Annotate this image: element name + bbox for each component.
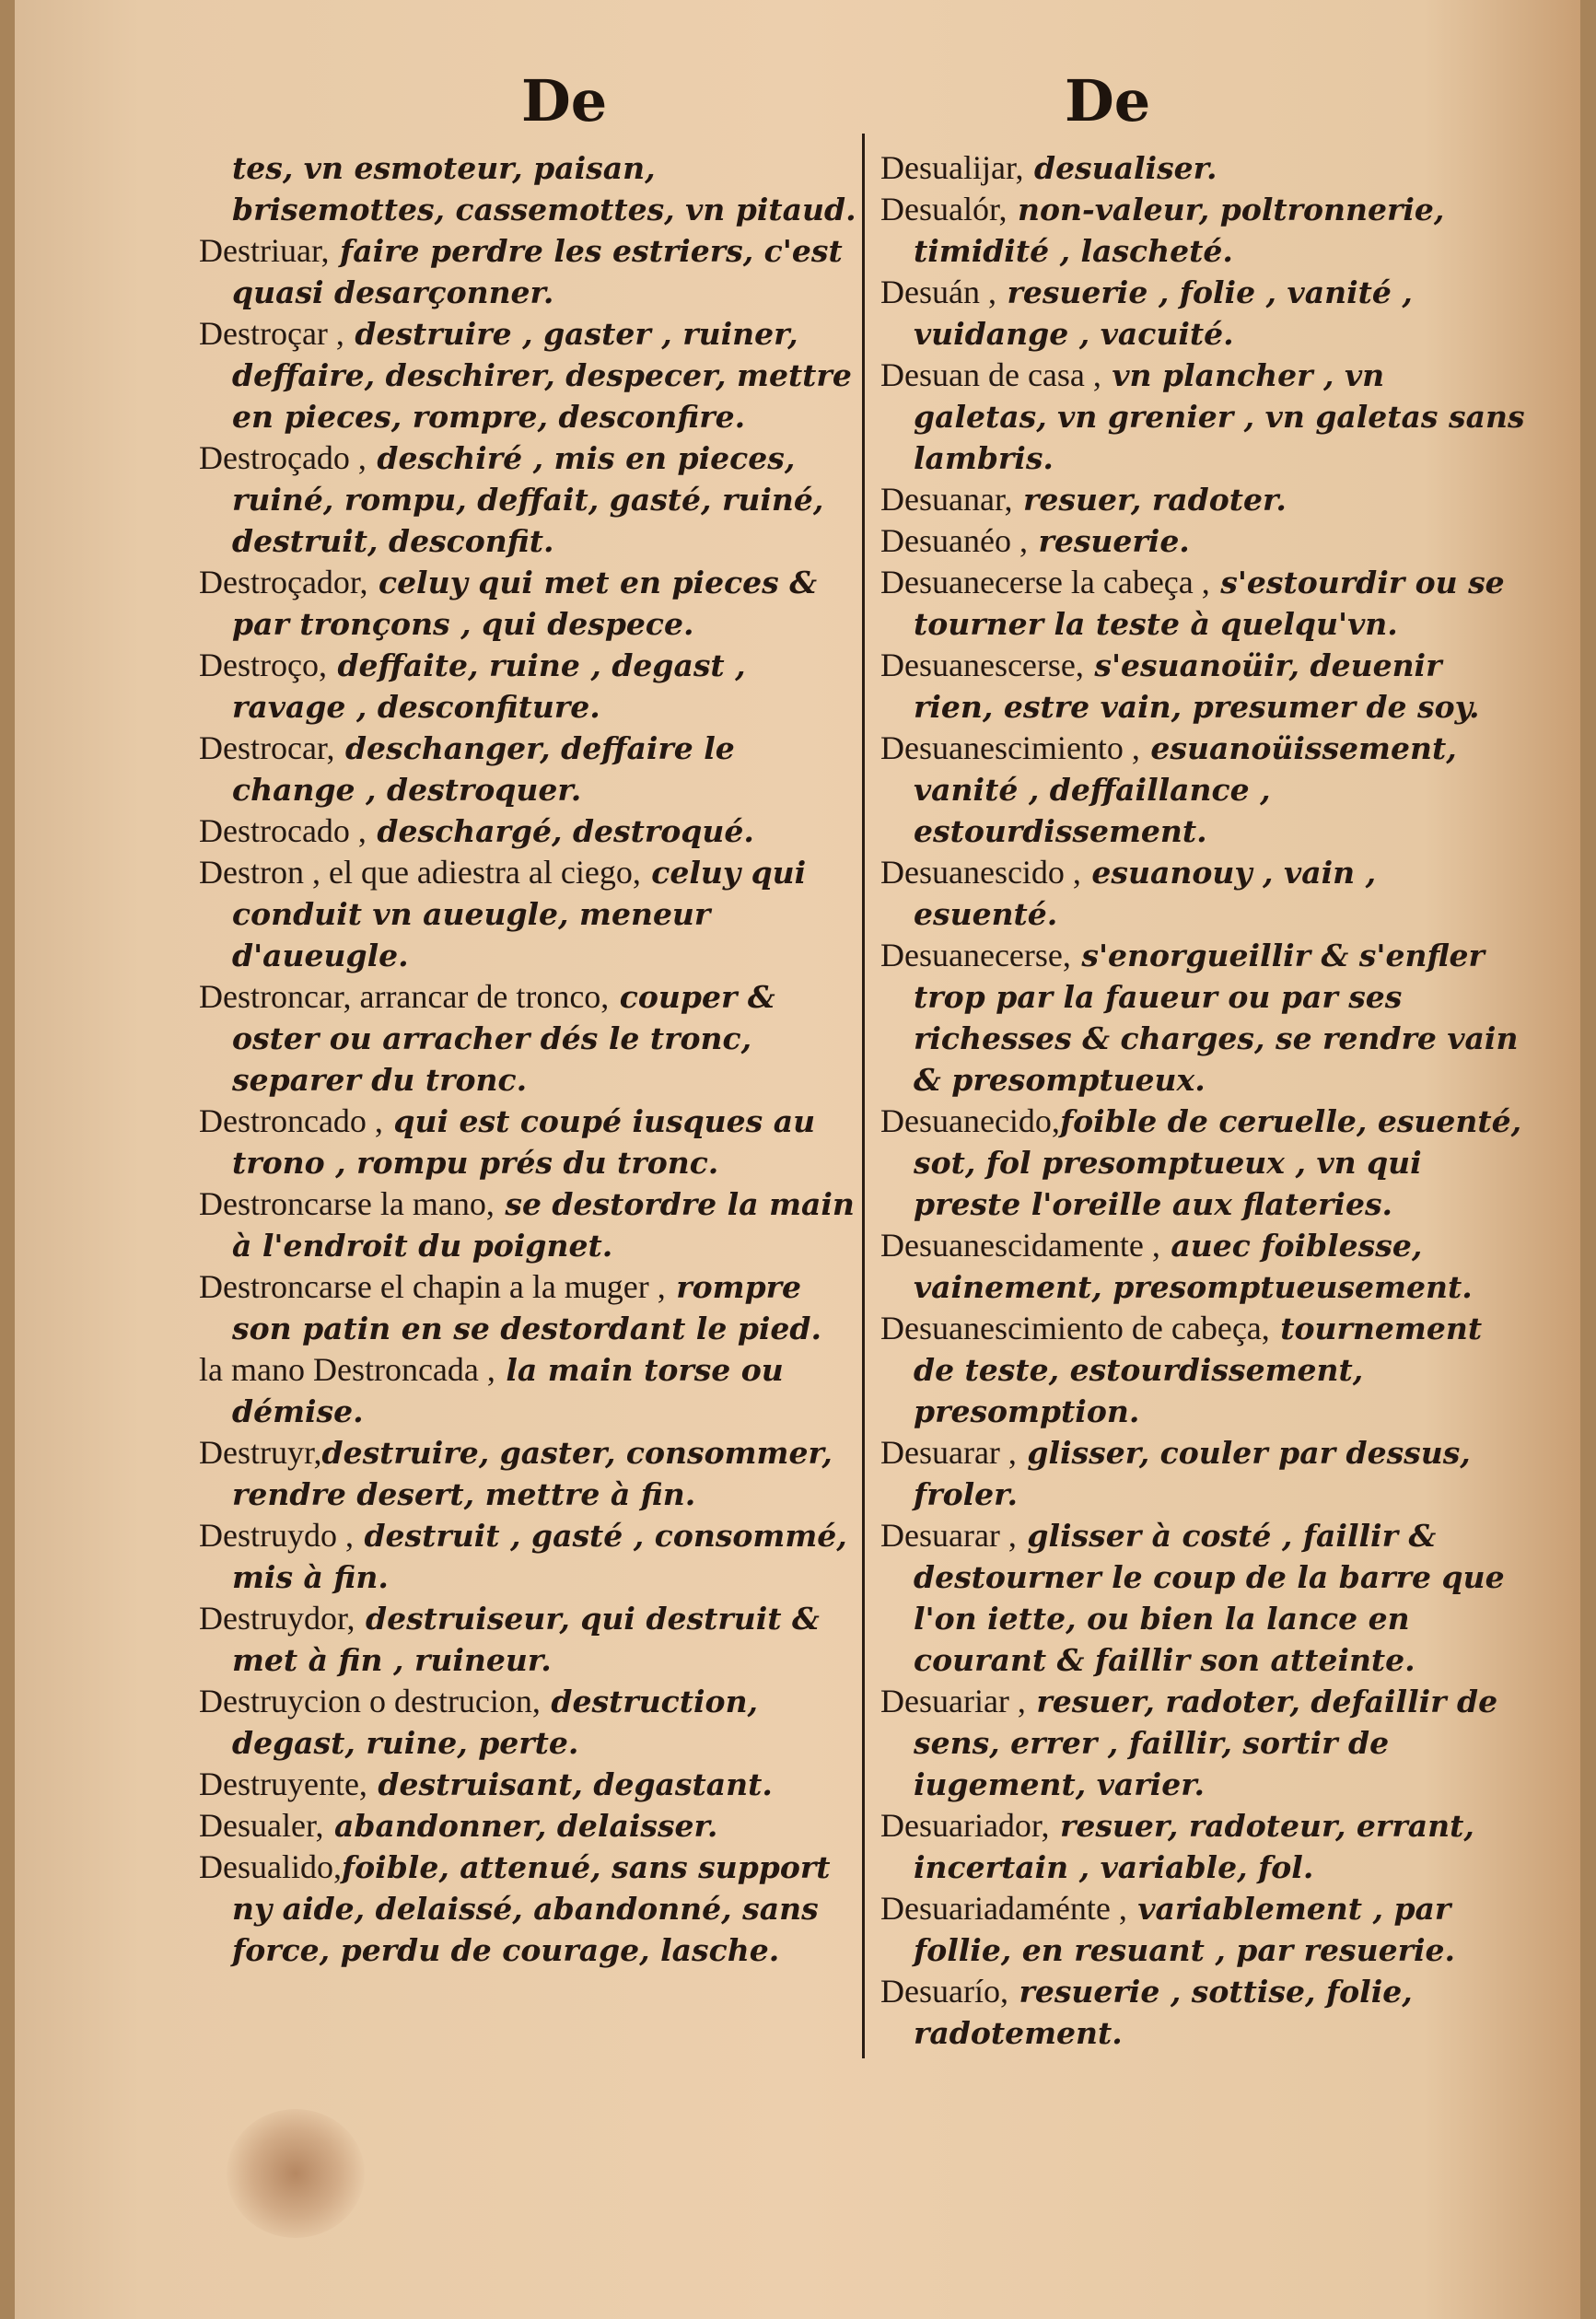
entry-headword: Desuán , [880, 274, 996, 310]
entry-gloss: destruit , gasté , consommé, mis à fin. [232, 1518, 847, 1595]
entry-headword: Desuarar , [880, 1434, 1017, 1471]
entry-gloss: destruiseur, qui destruit & met à fin , ruineur. [232, 1601, 820, 1678]
dictionary-entry [199, 1681, 862, 1764]
dictionary-entry [199, 562, 862, 645]
dictionary-entry [880, 520, 1525, 562]
entry-headword: Destriuar, [199, 232, 330, 269]
dictionary-entry [880, 728, 1525, 852]
entry-headword: Desuanescimiento de cabeça, [880, 1310, 1270, 1346]
dictionary-entry [199, 1101, 862, 1183]
entry-gloss: destruction, degast, ruine, perte. [232, 1684, 759, 1761]
entry-gloss: s'enorgueillir & s'enfler trop par la faueur ou par ses richesses & charges, se rendre vain & presomptueux. [914, 938, 1519, 1098]
running-head-right: De [1065, 67, 1151, 134]
entry-headword: Desuanecerse, [880, 937, 1071, 973]
left-entries [199, 147, 862, 1971]
entry-headword: Destruyente, [199, 1765, 367, 1802]
dictionary-entry [199, 645, 862, 728]
entry-gloss: tournement de teste, estourdissement, presomption. [914, 1311, 1483, 1429]
entry-headword: Desuariar , [880, 1683, 1026, 1719]
entry-headword: Desuanéo , [880, 522, 1028, 559]
entry-headword: Desuanescido , [880, 854, 1081, 891]
entry-gloss: faire perdre les estriers, c'est quasi desarçonner. [232, 233, 843, 310]
entry-gloss: glisser à costé , faillir & destourner le coup de la barre que l'on iette, ou bien la lance en courant & faillir son atteinte. [914, 1518, 1505, 1678]
entry-headword: Destroçador, [199, 564, 368, 600]
entry-headword: Destrocado , [199, 812, 367, 849]
dictionary-entry [199, 230, 862, 313]
entry-gloss: celuy qui conduit vn aueugle, meneur d'aueugle. [232, 855, 807, 973]
entry-headword: Desuanescidamente , [880, 1227, 1160, 1264]
entry-headword: Destroncado , [199, 1102, 383, 1139]
dictionary-entry [880, 1515, 1525, 1681]
dictionary-entry [199, 1266, 862, 1349]
entry-gloss: resuerie. [1027, 523, 1190, 559]
entry-headword: Destroço, [199, 647, 327, 683]
entry-gloss: destruisant, degastant. [367, 1766, 773, 1802]
entry-gloss: qui est coupé iusques au trono , rompu prés du tronc. [232, 1103, 816, 1181]
dictionary-entry [199, 1847, 862, 1971]
right-entries [880, 147, 1525, 2054]
dictionary-entry [199, 1764, 862, 1805]
entry-headword: Desuanescimiento , [880, 729, 1140, 766]
dictionary-entry [199, 1598, 862, 1681]
left-column [199, 64, 862, 1971]
entry-gloss: deschiré , mis en pieces, ruiné, rompu, deffait, gasté, ruiné, destruit, desconfit. [232, 440, 824, 559]
entry-headword: Destruycion o destrucion, [199, 1683, 541, 1719]
entry-headword: Desualer, [199, 1807, 324, 1844]
entry-headword: Destrocar, [199, 729, 335, 766]
entry-headword: Destroncarse la mano, [199, 1185, 495, 1222]
right-column [880, 64, 1525, 2054]
entry-gloss: esuanoüissement, vanité , deffaillance , estourdissement. [914, 730, 1457, 849]
entry-headword: Desuariadaménte , [880, 1890, 1127, 1927]
entry-gloss: vn plancher , vn galetas, vn grenier , vn galetas sans lambris. [914, 357, 1525, 476]
dictionary-entry [199, 1349, 862, 1432]
entry-headword: Destroncar, arrancar de tronco, [199, 978, 610, 1015]
running-head-left: De [521, 67, 608, 134]
dictionary-entry [880, 645, 1525, 728]
dictionary-entry [880, 1432, 1525, 1515]
dictionary-entry [880, 1308, 1525, 1432]
dictionary-entry [880, 562, 1525, 645]
dictionary-entry [880, 1101, 1525, 1225]
entry-gloss: resuerie , sottise, folie, radotement. [914, 1974, 1413, 2051]
entry-gloss: destruire , gaster , ruiner, deffaire, deschirer, despecer, mettre en pieces, rompre, desconfire. [232, 316, 852, 435]
dictionary-entry [199, 437, 862, 562]
entry-gloss: resuer, radoter. [1012, 482, 1287, 518]
entry-headword: Destruydor, [199, 1600, 355, 1637]
dictionary-entry [880, 272, 1525, 355]
dictionary-entry [199, 1432, 862, 1515]
entry-headword: Desuanecido, [880, 1102, 1060, 1139]
entry-gloss: celuy qui met en pieces & par tronçons , qui despece. [232, 565, 818, 642]
entry-headword: Destruydo , [199, 1517, 354, 1554]
entry-gloss: se destordre la main à l'endroit du poignet. [232, 1186, 855, 1264]
entry-gloss: la main torse ou démise. [232, 1352, 784, 1429]
entry-gloss: resuer, radoter, defaillir de sens, errer , faillir, sortir de iugement, varier. [914, 1684, 1498, 1802]
entry-gloss: non-valeur, poltronnerie, timidité , lascheté. [914, 192, 1445, 269]
dictionary-entry [199, 147, 862, 230]
entry-headword: Destroçar , [199, 315, 344, 352]
entry-gloss: esuanouy , vain , esuenté. [914, 855, 1377, 932]
entry-headword: Desuariador, [880, 1807, 1050, 1844]
entry-gloss: foible de ceruelle, esuenté, sot, fol presomptueux , vn qui preste l'oreille aux flateries. [914, 1103, 1522, 1222]
entry-headword: Desualido, [199, 1848, 342, 1885]
entry-gloss: foible, attenué, sans support ny aide, delaissé, abandonné, sans force, perdu de courage, lasche. [232, 1849, 831, 1968]
entry-headword: Desuanescerse, [880, 647, 1084, 683]
entry-gloss: tes, vn esmoteur, paisan, brisemottes, cassemottes, vn pitaud. [232, 150, 856, 227]
entry-headword: Destroçado , [199, 439, 367, 476]
entry-gloss: resuerie , folie , vanité , vuidange , vacuité. [914, 274, 1413, 352]
entry-headword: Desualór, [880, 191, 1008, 227]
entry-gloss: destruire, gaster, consommer, rendre desert, mettre à fin. [232, 1435, 833, 1512]
column-rule [862, 134, 865, 2058]
dictionary-entry [199, 1515, 862, 1598]
entry-headword: Desualijar, [880, 149, 1024, 186]
dictionary-entry [199, 728, 862, 810]
dictionary-entry [880, 1805, 1525, 1888]
entry-gloss: couper & oster ou arracher dés le tronc, separer du tronc. [232, 979, 775, 1098]
entry-headword: la mano Destroncada , [199, 1351, 495, 1388]
dictionary-entry [199, 810, 862, 852]
dictionary-entry [880, 189, 1525, 272]
entry-gloss: abandonner, delaisser. [323, 1808, 718, 1844]
dictionary-entry [880, 852, 1525, 935]
dictionary-entry [199, 313, 862, 437]
entry-gloss: deschargé, destroqué. [366, 813, 754, 849]
entry-headword: Desuanecerse la cabeça , [880, 564, 1210, 600]
entry-headword: Desuanar, [880, 481, 1013, 518]
entry-gloss: s'esuanoüir, deuenir rien, estre vain, presumer de soy. [914, 647, 1480, 725]
dictionary-entry [199, 1183, 862, 1266]
entry-headword: Destruyr, [199, 1434, 322, 1471]
entry-headword: Destroncarse el chapin a la muger , [199, 1268, 666, 1305]
dictionary-entry [880, 355, 1525, 479]
dictionary-entry [880, 479, 1525, 520]
dictionary-entry [880, 147, 1525, 189]
entry-gloss: desualiser. [1023, 150, 1217, 186]
dictionary-entry [199, 1805, 862, 1847]
dictionary-entry [880, 1888, 1525, 1971]
dictionary-entry [199, 852, 862, 976]
entry-gloss: deschanger, deffaire le change , destroquer. [232, 730, 735, 808]
entry-gloss: deffaite, ruine , degast , ravage , desconfiture. [232, 647, 746, 725]
entry-gloss: s'estourdir ou se tourner la teste à quelqu'vn. [914, 565, 1505, 642]
entry-headword: Desuarío, [880, 1973, 1008, 2010]
book-page [15, 0, 1580, 2319]
dictionary-entry [199, 976, 862, 1101]
entry-headword: Desuan de casa , [880, 356, 1101, 393]
entry-gloss: auec foiblesse, vainement, presomptueusement. [914, 1228, 1473, 1305]
entry-gloss: variablement , par follie, en resuant , par resuerie. [914, 1891, 1455, 1968]
entry-gloss: glisser, couler par dessus, froler. [914, 1435, 1471, 1512]
dictionary-entry [880, 1971, 1525, 2054]
ink-stain [227, 2109, 365, 2238]
entry-headword: Destron , el que adiestra al ciego, [199, 854, 641, 891]
dictionary-entry [880, 1681, 1525, 1805]
entry-headword: Desuarar , [880, 1517, 1017, 1554]
entry-gloss: resuer, radoteur, errant, incertain , variable, fol. [914, 1808, 1474, 1885]
dictionary-entry [880, 1225, 1525, 1308]
dictionary-entry [880, 935, 1525, 1101]
entry-gloss: rompre son patin en se destordant le pied. [232, 1269, 821, 1346]
